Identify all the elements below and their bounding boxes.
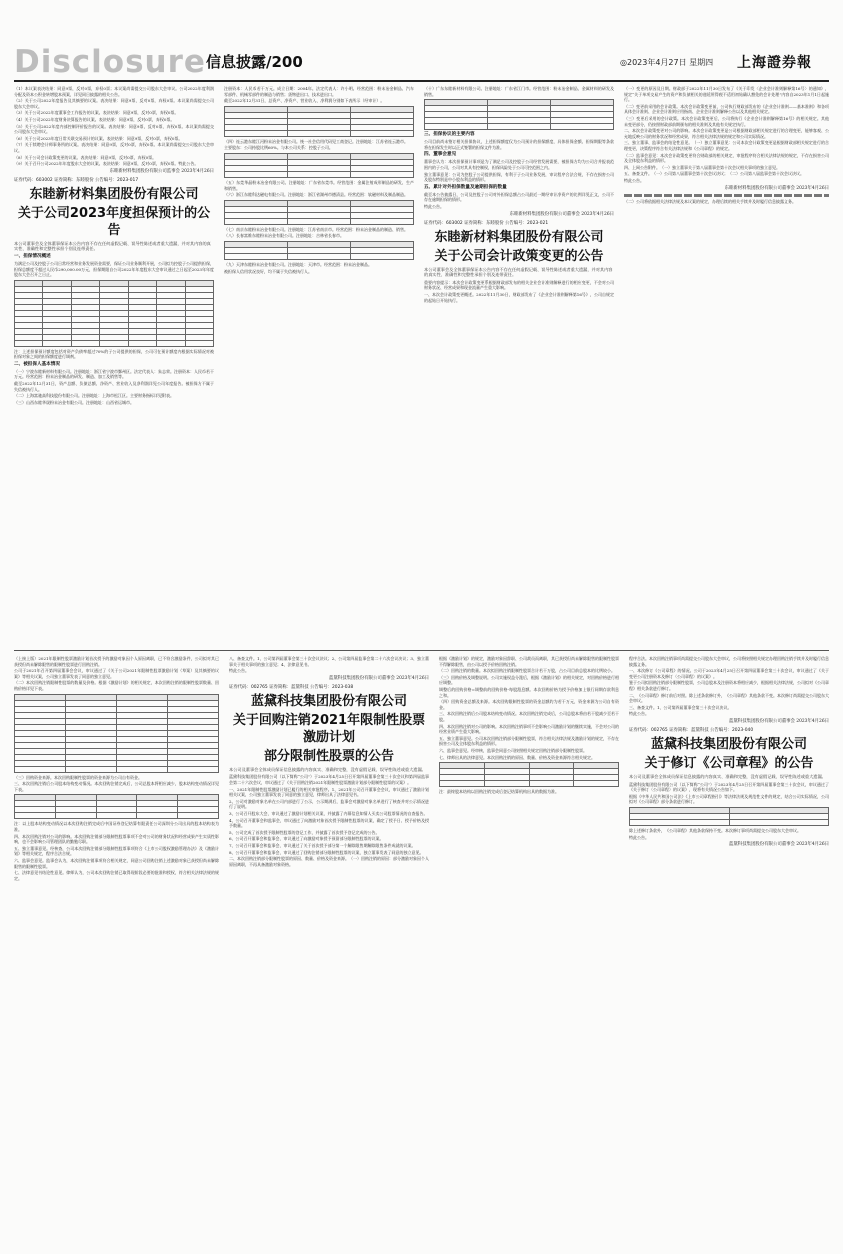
body-text: （7）关于续聘会计师事务所的议案。表决结果：同意9票，反对0票，弃权0票。本议案尚需提交公司股东大会审议。 (14, 142, 214, 153)
share-structure-table (14, 794, 219, 819)
body-text: 8、公司召开董事会和监事会，审议通过了回购注销部分限制性股票的议案，独立董事发表了同意的独立意见。 (229, 849, 424, 855)
signature: 东睦新材料集团股份有限公司董事会 2023年4月26日 (509, 211, 614, 217)
body-text: 公司于2021年召开第四届董事会会议，审议通过了《关于公司2021年限制性股票激励计划（草案）及其摘要的议案》等相关议案，公司独立董事发表了同意的独立意见。 (14, 668, 219, 679)
body-text: 公司目前尚未签订相关担保协议，上述担保额度仅为公司预计的担保额度，具体担保金额、担保期限等条款将在担保发生时以正式签署的担保文件为准。 (424, 139, 614, 150)
column-3 (424, 86, 614, 646)
financial-table (224, 200, 414, 225)
body-text: 五、备查文件。（一）公司第八届董事会第十次会议决议；（二）公司第八届监事会第十次会议决议。 (624, 171, 804, 177)
column-7 (439, 656, 619, 1246)
notice: 本公司及董事会全体成员保证信息披露的内容真实、准确和完整，没有虚假记载、误导性陈述或重大遗漏。 (229, 766, 426, 772)
masthead (0, 0, 843, 80)
body-text: 4、公司召开董事会和监事会，审议通过了向激励对象首次授予限制性股票的议案，确定了授予日、授予价格及授予数量。 (229, 817, 429, 829)
signature: 蓝黛科技集团股份有限公司董事会 2023年4月26日 (329, 675, 429, 681)
charter-amendment-table (629, 807, 829, 826)
body-text: （三）回购价格及调整说明。公司实施权益分派后，根据《激励计划》的相关规定，对回购价格进行相应调整。 (439, 674, 619, 686)
body-text: 重要内容提示：本次会计政策变更系根据财政部发布的相关企业会计准则解释进行的相应变更，不会对公司财务状况、经营成果和现金流量产生重大影响。 (424, 279, 614, 291)
section-heading: 二、被担保人基本情况 (14, 361, 60, 367)
body-text: （二）上海富驰高科技股份有限公司。注册地址：上海市松江区。主要财务指标详见附表。 (14, 393, 174, 399)
body-text: 截至本公告披露日，公司及控股子公司对外担保总额占公司最近一期经审计净资产的比例详见正文，公司不存在逾期担保的情形。 (424, 191, 614, 203)
body-text: 四、本次回购注销对公司的影响。本次回购注销事项不会影响公司激励计划的继续实施，不会对公司的经营业绩产生重大影响。 (439, 723, 619, 735)
headline-line-2: 关于回购注销2021年限制性股票激励计划 (232, 712, 426, 745)
body-text: 蓝黛科技集团股份有限公司（以下简称“公司”）于2023年4月25日召开第四届董事会第三十次会议和第四届监事会第二十六次会议，审议通过了《关于回购注销2021年限制性股票激励计划部分限制性股票的议案》。 (229, 774, 429, 785)
financial-table (224, 241, 414, 260)
body-text: 程序合法。本次回购注销事项尚需提交公司股东大会审议，公司将按照相关规定办理回购注销手续并及时履行信息披露义务。 (629, 656, 829, 667)
financial-table (424, 99, 614, 130)
body-text: 一、本次修订《公司章程》的情况。公司于2023年4月25日召开第四届董事会第三十次会议，审议通过了《关于变更公司注册资本及修订〈公司章程〉的议案》。 (629, 668, 829, 679)
body-text: 四、上网公告附件。（一）独立董事关于第八届董事会第十次会议相关事项的独立意见。 (624, 164, 780, 170)
column-4 (624, 86, 829, 646)
announcement-code: 证券代码：603002 证券简称：东睦股份 公告编号：2023-021 (424, 220, 549, 226)
body-text: （四）回购资金总额及来源。本次回购限制性股票的资金总额约为若干万元，资金来源为公司自有资金。 (439, 699, 619, 710)
body-text: 特此公告。 (629, 711, 649, 717)
dateline: ◎2023年4月27日 星期四 (620, 58, 714, 67)
body-text: 特此公告。 (229, 668, 249, 674)
section-heading: 一、担保情况概述 (14, 253, 51, 259)
body-text: 除上述修订条款外，《公司章程》其他条款保持不变。本次修订事项尚需提交公司股东大会审议。 (629, 827, 801, 833)
divider (624, 194, 829, 197)
body-text: （三）山西东睦华晟粉末冶金有限公司。注册地址：山西省运城市。 (14, 399, 134, 405)
body-text: 七、法律意见书结论性意见。律师认为，公司本次回购注销已取得现阶段必要的批准和授权，符合相关法律法规的规定。 (14, 870, 219, 881)
column-5 (14, 656, 219, 1246)
repurchase-table (14, 694, 219, 773)
body-text: 6、公司召开董事会和监事会，审议通过了向激励对象授予预留部分限制性股票的议案。 (229, 836, 384, 842)
body-text: 三、本次回购注销后公司股本结构变动情况。本次回购注销完成后，公司总股本将相应减少，股本结构变动情况详见下表。 (14, 781, 219, 792)
body-text: （3）关于公司2022年度董事会工作报告的议案。表决结果：同意9票，反对0票，弃权0票。 (14, 110, 179, 116)
body-text: （二）公司将依据相关法律法规及本议案的规定，办理后续的相关手续并及时履行信息披露义务。 (624, 198, 796, 204)
body-text: 调整后的回购价格=调整前的回购价格-每股派息额。本次回购价格为授予价格加上银行同期存款利息之和。 (439, 686, 619, 698)
body-text: （十）广东东睦新材料有限公司。注册地址：广东省江门市。经营范围：粉末冶金制品、金属材料的研发及销售。 (424, 86, 614, 97)
headline-line-1: 蓝黛科技集团股份有限公司 (650, 736, 807, 752)
body-text: （七）南京东睦粉末冶金有限公司。注册地址：江苏省南京市。经营范围：粉末冶金制品的制造、销售。 (224, 226, 408, 232)
body-text: 蓝黛科技集团股份有限公司（以下简称“公司”）于2023年4月25日召开第四届董事会第三十次会议，审议通过了《关于修订〈公司章程〉的议案》，现将有关情况公告如下。 (629, 781, 829, 793)
body-text: （一）宁波东睦新材料有限公司。注册地址：浙江省宁波市鄞州区。法定代表人：朱志荣。注册资本：人民币若干万元。经营范围：粉末冶金制品的研发、制造、加工及销售等。 (14, 368, 214, 380)
body-text: （二）回购注销的数量。本次拟回购注销限制性股票合计若干万股，占公司目前总股本的比例较小。 (439, 668, 615, 674)
body-text: 截至2022年12月31日，总资产、净资产、营业收入、净利润分别如下表所示（经审计）。 (224, 98, 385, 104)
body-text: 二、《公司章程》修订前后对照。除上述条款修订外，《公司章程》其他条款不变。本次修订尚需提交公司股东大会审议。 (629, 692, 829, 704)
body-text: 根据《中华人民共和国公司法》《上市公司章程指引》等法律法规及规范性文件的规定，结合公司实际情况，公司拟对《公司章程》部分条款进行修订。 (629, 793, 829, 805)
body-text: 注：上述担保预计额度包括对资产负债率超过70%的子公司提供的担保，公司可在预计额度内根据实际情况对被担保对象之间的担保额度进行调剂。 (14, 348, 214, 360)
signature: 东睦新材料集团股份有限公司董事会 2023年4月26日 (724, 185, 829, 191)
headline-line-1: 东睦新材料集团股份有限公司 (434, 229, 604, 245)
body-text: 六、监事会意见。监事会认为，本次回购注销事项符合相关规定，同意公司回购注销上述激励对象已获授但尚未解除限售的限制性股票。 (14, 857, 219, 869)
body-text: 董事会认为：本次担保预计事项是为了满足公司及控股子公司经营发展需要，被担保方均为公司合并报表范围内的子公司，公司对其具有控制权，担保风险处于公司可控范围之内。 (424, 159, 614, 170)
financial-table (224, 106, 414, 137)
body-text: 独立董事意见：公司为控股子公司提供担保，有利于子公司业务发展，审议程序合法合规，不存在损害公司及股东特别是中小股东利益的情形。 (424, 171, 614, 183)
body-text: （二）变更前采用的会计政策。本次会计政策变更前，公司执行财政部发布的《企业会计准则——基本准则》和各项具体会计准则、企业会计准则应用指南、企业会计准则解释公告以及其他相关规定。 (624, 103, 829, 115)
column-1 (14, 86, 214, 646)
body-text: （六）浙江东睦科达磁电有限公司。注册地址：浙江省湖州市德清县。经营范围：软磁材料及制品制造。 (224, 192, 408, 198)
body-text: 注：最终股本结构以回购注销完成后登记结算机构出具的数据为准。 (439, 789, 559, 795)
body-text: 3、公司召开股东大会，审议通过了激励计划相关议案，并披露了内幕信息知情人买卖公司股票情况的自查报告。 (229, 810, 428, 816)
body-text: （2）关于公司2022年度报告及其摘要的议案。表决结果：同意9票，反对0票，弃权0票。本议案尚需提交公司股东大会审议。 (14, 98, 214, 109)
body-text: 2、公司对激励对象名单在公司内部进行了公示，公示期满后，监事会对激励对象名单进行了核查并对公示情况进行了说明。 (229, 798, 429, 810)
body-text: 根据《激励计划》的规定，激励对象因辞职、公司裁员而离职，其已获授但尚未解除限售的限制性股票不得解除限售，由公司以授予价格回购注销。 (439, 656, 619, 667)
body-text: 八、备查文件。1、公司第四届董事会第三十次会议决议；2、公司第四届监事会第二十六次会议决议；3、独立董事关于相关事项的独立意见；4、法律意见书。 (229, 656, 429, 667)
body-text: 二、本次回购注销部分限制性股票的原因、数量、价格及资金来源。（一）回购注销的原因：部分激励对象因个人原因离职，不再具备激励对象资格。 (229, 856, 429, 867)
notice: 本公司董事会及全体董事保证本公告内容不存在任何虚假记载、误导性陈述或者重大遗漏，并对其内容的真实性、准确性和完整性承担个别及连带责任。 (14, 240, 211, 252)
headline-line-2: 关于修订《公司章程》的公告 (644, 755, 814, 771)
body-text: （上接上版）2021年限制性股票激励计划首次授予的激励对象因个人原因离职，已不符合激励条件，公司拟对其已获授但尚未解除限售的限制性股票进行回购注销。 (14, 656, 219, 667)
section-heading: 五、累计对外担保数量及逾期担保的数量 (424, 184, 507, 190)
body-text: 5、公司完成了首次授予限制性股票的登记工作，并披露了首次授予登记完成的公告。 (229, 829, 380, 835)
body-text: （三）回购资金来源。本次回购限制性股票的资金来源为公司自有资金。 (14, 774, 142, 780)
column-2 (224, 86, 414, 646)
headline-line-2: 关于公司2023年度担保预计的公告 (17, 205, 211, 238)
share-structure-table (439, 762, 619, 787)
column-6 (229, 656, 429, 1246)
body-text: 为满足公司及控股子公司日常经营和业务发展资金需要，保证公司业务顺利开展，公司拟为控股子公司提供担保，担保总额度不超过人民币290,000.00万元，担保期限自公司2022年年度股东大会审议通过之日起至2023年年度股东大会召开之日止。 (14, 260, 214, 278)
body-text: 二、本次会计政策变更对公司的影响。本次会计政策变更是公司根据财政部相关规定进行的合理变更，能够客观、公允地反映公司的财务状况和经营成果，符合相关法律法规的规定和公司实际情况。 (624, 128, 829, 139)
body-text: 三、备查文件。1、公司第四届董事会第三十次会议决议。 (629, 704, 732, 710)
body-text: 六、监事会意见。经审核，监事会同意公司按照相关规定回购注销部分限制性股票。 (439, 747, 587, 753)
section-heading: 四、董事会意见 (424, 152, 457, 158)
body-text: 三、独立董事、监事会的结论性意见。（一）独立董事意见：公司本次会计政策变更是根据财政部相关规定进行的合理变更，决策程序符合有关法律法规和《公司章程》的规定。 (624, 140, 829, 151)
body-text: 五、独立董事意见。经核查，公司本次回购注销部分限制性股票事项符合《上市公司股权激励管理办法》及《激励计划》等相关规定，程序合法合规。 (14, 845, 219, 857)
body-text: （三）变更后采用的会计政策。本次会计政策变更后，公司将执行《企业会计准则解释第16号》的相关规定。其他未变更部分，仍按照财政部前期颁布的相关准则及其他有关规定执行。 (624, 115, 829, 127)
notice: 本公司及董事会全体成员保证信息披露的内容真实、准确和完整，没有虚假记载、误导性陈述或重大遗漏。 (629, 773, 826, 779)
financial-table (224, 153, 414, 178)
body-text: 注册资本：人民币若干万元。成立日期：2004年。法定代表人：许小明。经营范围：粉末冶金制品、汽车零部件、机械零部件的制造与销售；货物进出口、技术进出口。 (224, 86, 414, 97)
body-text: 截至2022年12月31日，资产总额、负债总额、净资产、营业收入及净利润详见公司年度报告。被担保方不属于失信被执行人。 (14, 381, 214, 392)
body-text: 特此公告。 (629, 834, 649, 840)
column-8 (629, 656, 829, 1246)
guarantee-table (14, 280, 214, 347)
headline-line-1: 蓝黛科技集团股份有限公司 (250, 693, 407, 709)
body-text: 三、本次回购注销后公司股本结构变动情况。本次回购注销完成后，公司总股本将由若干股减少至若干股。 (439, 711, 619, 722)
middle-rule (14, 650, 829, 651)
headline-line-1: 东睦新材料集团股份有限公司 (29, 186, 199, 202)
newspaper-logo: 上海證券報 (737, 55, 812, 71)
signature: 东睦新材料集团股份有限公司监事会 2023年4月26日 (109, 168, 214, 174)
signature: 蓝黛科技集团股份有限公司董事会 2023年4月26日 (729, 842, 829, 848)
body-text: 鉴于公司拟回购注销部分限制性股票，公司总股本及注册资本将相应减少，根据相关法律法规，公司拟对《公司章程》相关条款进行修订。 (629, 680, 829, 691)
body-text: 特此公告。 (624, 177, 644, 183)
body-text: 五、独立董事意见。公司本次回购注销部分限制性股票，符合相关法律法规及激励计划的规定，不存在损害公司及全体股东利益的情形。 (439, 735, 619, 747)
body-text: （5）关于公司2022年度内部控制评价报告的议案。表决结果：同意9票，反对0票，弃权0票。本议案尚需提交公司股东大会审议。 (14, 123, 214, 135)
body-text: （五）东莞华晶粉末冶金有限公司。注册地址：广东省东莞市。经营范围：金属注射成形制品的研发、生产和销售。 (224, 179, 414, 191)
body-text: 七、律师出具的法律意见。本次回购注销的原因、数量、价格及资金来源符合相关规定。 (439, 754, 595, 760)
body-text: 注：以上股本结构变动情况以本次回购注销完成后中国证券登记结算有限责任公司深圳分公司出具的股本结构表为准。 (14, 821, 219, 832)
body-text: （一）变更的原因及日期。财政部于2022年11月30日发布了《关于印发〈企业会计准则解释第16号〉的通知》，规定“关于单项交易产生的资产和负债相关的递延所得税不适用初始确认豁免的会计处理”内容自2023年1月1日起施行。 (624, 86, 829, 103)
brand-wordmark: Disclosure (14, 44, 206, 80)
body-text: （9）关于召开公司2022年年度股东大会的议案。表决结果：同意9票，反对0票，弃权0票。特此公告。 (14, 161, 199, 167)
body-text: 特此公告。 (424, 203, 444, 209)
signature: 蓝黛科技集团股份有限公司董事会 2023年4月26日 (729, 718, 829, 724)
headline-line-2: 关于公司会计政策变更的公告 (434, 248, 604, 264)
announcement-code: 证券代码：603002 证券简称：东睦股份 公告编号：2023-017 (14, 177, 139, 183)
body-text: （1）本议案表决结果：同意9票，反对0票，弃权0票；本议案尚需提交公司股东大会审议。公司2022年度利润分配及资本公积金转增股本预案，详见同日披露的相关公告。 (14, 86, 214, 97)
body-text: 主要股东：公司持股比例60%。与本公司关系：控股子公司。 (224, 145, 333, 151)
body-text: （二）本次回购注销限制性股票的数量及价格。根据《激励计划》的相关规定，本次回购注销的限制性股票数量、回购价格详见下表。 (14, 680, 219, 691)
section-title: 信息披露/200 (206, 53, 303, 71)
body-text: 一、2021年限制性股票激励计划已履行的相关审批程序。1、2021年公司召开董事会会议，审议通过了激励计划相关议案，公司独立董事发表了同意的独立意见，律师出具了法律意见书。 (229, 786, 429, 798)
body-text: （四）连云港东睦江河粉末冶金有限公司。统一社会信用代码见工商登记。注册地址：江苏省连云港市。 (224, 138, 408, 144)
body-text: （二）监事会意见：本次会计政策变更符合财政部的相关规定，审批程序符合相关法律法规的规定，不存在损害公司及全体股东利益的情形。 (624, 152, 829, 164)
body-text: （8）关于公司会计政策变更的议案。表决结果：同意9票，反对0票，弃权0票。 (14, 154, 157, 160)
body-text: （九）天津东睦粉末冶金有限公司。注册地址：天津市。经营范围：粉末冶金制品。 (224, 261, 372, 267)
body-text: 7、公司召开董事会和监事会，审议通过了关于首次授予部分第一个解除限售期解除限售条件成就的议案。 (229, 842, 416, 848)
body-text: （八）长春富维东睦粉末冶金有限公司。注册地址：吉林省长春市。 (224, 233, 344, 239)
section-heading: 三、担保协议的主要内容 (424, 132, 475, 138)
announcement-code: 证券代码：002765 证券简称：蓝黛科技 公告编号：2023-038 (229, 684, 354, 690)
body-text: 四、本次回购注销对公司的影响。本次回购注销部分限制性股票事项不会对公司的财务状况和经营成果产生实质性影响，也不会影响公司管理团队的勤勉尽职。 (14, 833, 219, 845)
body-text: 被担保人信用状况良好，均不属于失信被执行人。 (224, 268, 312, 274)
body-text: （6）关于公司2023年度日常关联交易预计的议案。表决结果：同意9票，反对0票，弃权0票。 (14, 135, 183, 141)
body-text: 一、本次会计政策变更概述。2022年11月30日，财政部发布了《企业会计准则解释第16号》，公司自规定的起始日开始执行。 (424, 291, 614, 303)
announcement-code: 证券代码：002765 证券简称：蓝黛科技 公告编号：2023-040 (629, 727, 754, 733)
body-text: （4）关于公司2022年度财务决算报告的议案。表决结果：同意9票，反对0票，弃权0票。 (14, 116, 175, 122)
notice: 本公司董事会及全体董事保证本公告内容不存在任何虚假记载、误导性陈述或者重大遗漏，并对其内容的真实性、准确性和完整性承担个别及连带责任。 (424, 266, 613, 278)
headline-line-3: 部分限制性股票的公告 (263, 748, 394, 764)
top-rule (14, 80, 829, 82)
